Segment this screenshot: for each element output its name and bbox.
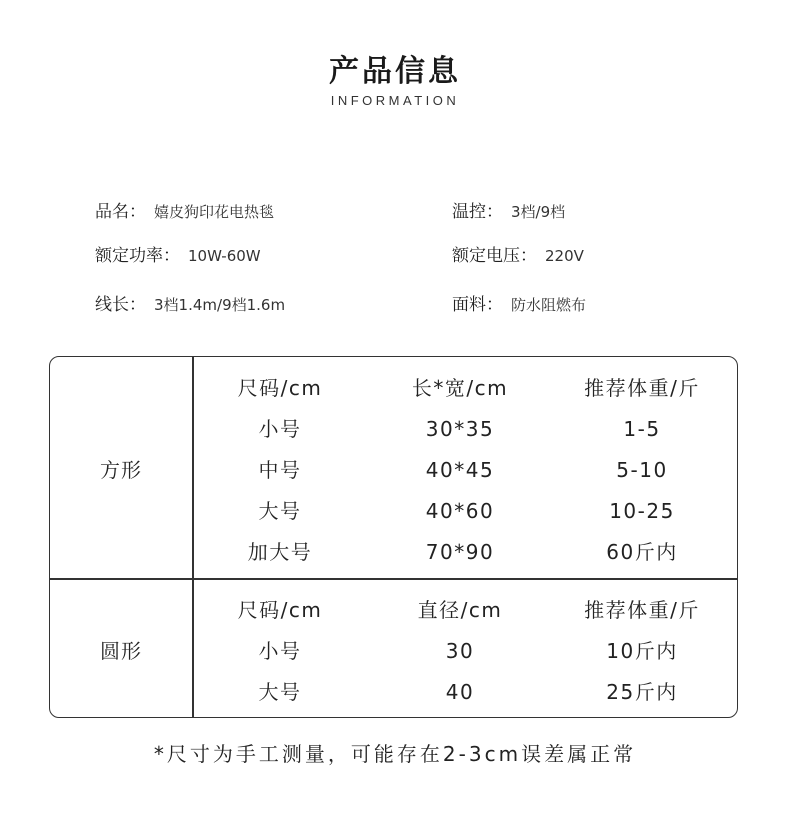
spec-temperature-control <box>452 200 565 224</box>
spec-cord-length <box>95 293 285 317</box>
table-cell: 25斤内 <box>606 680 678 704</box>
table-cell: 加大号 <box>247 540 313 564</box>
table-cell: 10-25 <box>609 499 675 523</box>
table-cell: 5-10 <box>616 458 668 482</box>
spec-label: 温控： <box>452 202 503 222</box>
spec-label: 面料： <box>452 295 503 315</box>
size-table <box>49 356 738 718</box>
table-header-cell: 尺码/cm <box>237 598 323 622</box>
table-cell: 大号 <box>258 680 302 704</box>
category-square: 方形 <box>100 458 142 482</box>
table-column-divider <box>192 357 194 717</box>
table-cell: 40*45 <box>425 458 495 482</box>
table-cell: 1-5 <box>623 417 661 441</box>
table-header-cell: 尺码/cm <box>237 376 323 400</box>
table-cell: 40*60 <box>425 499 495 523</box>
table-header-cell: 长*宽/cm <box>411 376 509 400</box>
spec-value: 嬉皮狗印花电热毯 <box>154 203 275 221</box>
table-cell: 10斤内 <box>606 639 678 663</box>
spec-rated-voltage <box>452 244 584 268</box>
spec-value: 防水阻燃布 <box>511 296 587 314</box>
table-cell: 70*90 <box>425 540 495 564</box>
table-cell: 小号 <box>258 639 302 663</box>
page-title: 产品信息 <box>329 54 461 89</box>
spec-value: 3档1.4m/9档1.6m <box>154 296 286 314</box>
table-cell: 30*35 <box>425 417 495 441</box>
table-cell: 40 <box>445 680 475 704</box>
spec-label: 线长： <box>95 295 146 315</box>
table-cell: 大号 <box>258 499 302 523</box>
table-header-cell: 推荐体重/斤 <box>584 376 700 400</box>
table-cell: 小号 <box>258 417 302 441</box>
spec-rated-power <box>95 244 261 268</box>
category-round: 圆形 <box>100 639 142 663</box>
spec-fabric <box>452 293 586 317</box>
table-cell: 30 <box>445 639 475 663</box>
table-header-cell: 直径/cm <box>417 598 503 622</box>
measurement-footnote: *尺寸为手工测量，可能存在2-3cm误差属正常 <box>153 742 637 766</box>
spec-label: 额定功率： <box>95 246 180 266</box>
spec-value: 3档/9档 <box>511 203 566 221</box>
spec-label: 额定电压： <box>452 246 537 266</box>
page-subtitle: INFORMATION <box>330 93 460 108</box>
table-cell: 中号 <box>258 458 302 482</box>
spec-value: 220V <box>545 247 584 265</box>
table-cell: 60斤内 <box>606 540 678 564</box>
spec-product-name <box>95 200 274 224</box>
table-row-divider <box>50 578 737 580</box>
table-header-cell: 推荐体重/斤 <box>584 598 700 622</box>
spec-label: 品名： <box>95 202 146 222</box>
spec-value: 10W-60W <box>188 247 261 265</box>
